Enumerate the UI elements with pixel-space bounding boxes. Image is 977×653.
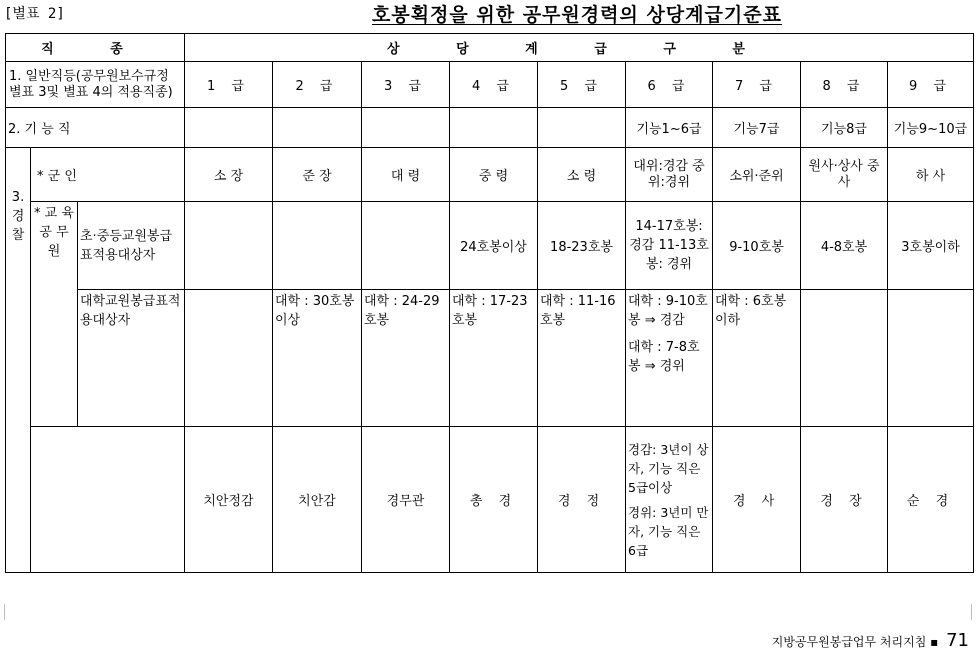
technical-g9: 기능9~10급 [888,108,974,148]
edu-secondary-g9: 3호봉이하 [888,202,974,290]
police-g9: 순 경 [888,427,974,573]
edu-secondary-g3 [362,202,450,290]
row-technical-label: 2. 기 능 직 [6,108,185,148]
page-title: 호봉획정을 위한 공무원경력의 상당계급기준표 [372,4,782,26]
page-footer [772,630,969,651]
edu-university-g2: 대학 : 30호봉이상 [273,290,362,427]
police-g5: 경 정 [538,427,626,573]
military-g6: 대위:경감 중위:경위 [626,148,713,202]
police-g6-a: 경감: 3년이 상자, 기능 직은 5급이상 [628,441,709,495]
page-number: 71 [946,630,969,651]
military-g9: 하 사 [888,148,974,202]
row-general-label: 1. 일반직등(공무원보수규정 별표 3및 별표 4의 적용직종) [6,62,185,108]
grade-9: 9 급 [888,62,974,108]
margin-mark-right [971,604,972,620]
edu-university-g4: 대학 : 17-23호봉 [450,290,538,427]
appendix-label: [별표 2] [4,6,65,22]
military-g1: 소 장 [185,148,273,202]
military-g4: 중 령 [450,148,538,202]
military-g3: 대 령 [362,148,450,202]
technical-g4 [450,108,538,148]
margin-mark-left [4,604,5,620]
footer-text: 지방공무원봉급업무 처리지침 [771,635,927,649]
header-job-type: 직 종 [6,34,185,62]
grade-3: 3 급 [362,62,450,108]
technical-g2 [273,108,362,148]
edu-university-g6-a: 대학 : 9-10호봉 ⇒ 경감 [628,294,708,328]
grade-table [5,33,974,573]
edu-university-g6-b: 대학 : 7-8호봉 ⇒ 경위 [628,340,700,374]
edu-university-g1 [185,290,273,427]
grade-4: 4 급 [450,62,538,108]
footer-bullet: ▪ [930,635,939,649]
edu-secondary-g7: 9-10호봉 [713,202,801,290]
police-g1: 치안정감 [185,427,273,573]
police-g2: 치안감 [273,427,362,573]
technical-g6: 기능1~6급 [626,108,713,148]
edu-university-label: 대학교원봉급표적용대상자 [78,290,185,427]
police-g4: 총 경 [450,427,538,573]
edu-secondary-g2 [273,202,362,290]
edu-secondary-g8: 4-8호봉 [801,202,888,290]
edu-secondary-label: 초·중등교원봉급표적용대상자 [78,202,185,290]
military-g8: 원사·상사 중사 [801,148,888,202]
police-g6-b: 경위: 3년미 만자, 기능 직은 6급 [628,504,709,558]
police-g8: 경 장 [801,427,888,573]
technical-g7: 기능7급 [713,108,801,148]
edu-secondary-g1 [185,202,273,290]
edu-university-g9 [888,290,974,427]
row-edu-label: * 교 육 공 무 원 [31,202,78,427]
row-military-label: * 군 인 [31,148,185,202]
grade-8: 8 급 [801,62,888,108]
grade-2: 2 급 [273,62,362,108]
military-g7: 소위·준위 [713,148,801,202]
police-g3: 경무관 [362,427,450,573]
military-g5: 소 령 [538,148,626,202]
technical-g3 [362,108,450,148]
police-g6 [626,427,713,573]
technical-g5 [538,108,626,148]
header-equivalent-grade: 상 당 계 급 구 분 [185,34,974,62]
edu-university-g6 [626,290,713,427]
military-g2: 준 장 [273,148,362,202]
grade-5: 5 급 [538,62,626,108]
row-police-label: 3. 경 찰 [6,148,31,573]
edu-secondary-g4: 24호봉이상 [450,202,538,290]
edu-secondary-g5: 18-23호봉 [538,202,626,290]
technical-g8: 기능8급 [801,108,888,148]
edu-university-g8 [801,290,888,427]
technical-g1 [185,108,273,148]
edu-university-g5: 대학 : 11-16호봉 [538,290,626,427]
edu-university-g3: 대학 : 24-29호봉 [362,290,450,427]
grade-1: 1 급 [185,62,273,108]
edu-secondary-g6: 14-17호봉: 경감 11-13호봉: 경위 [626,202,713,290]
edu-university-g7: 대학 : 6호봉이하 [713,290,801,427]
police-g7: 경 사 [713,427,801,573]
grade-7: 7 급 [713,62,801,108]
grade-6: 6 급 [626,62,713,108]
police-ranks-label [31,427,185,573]
